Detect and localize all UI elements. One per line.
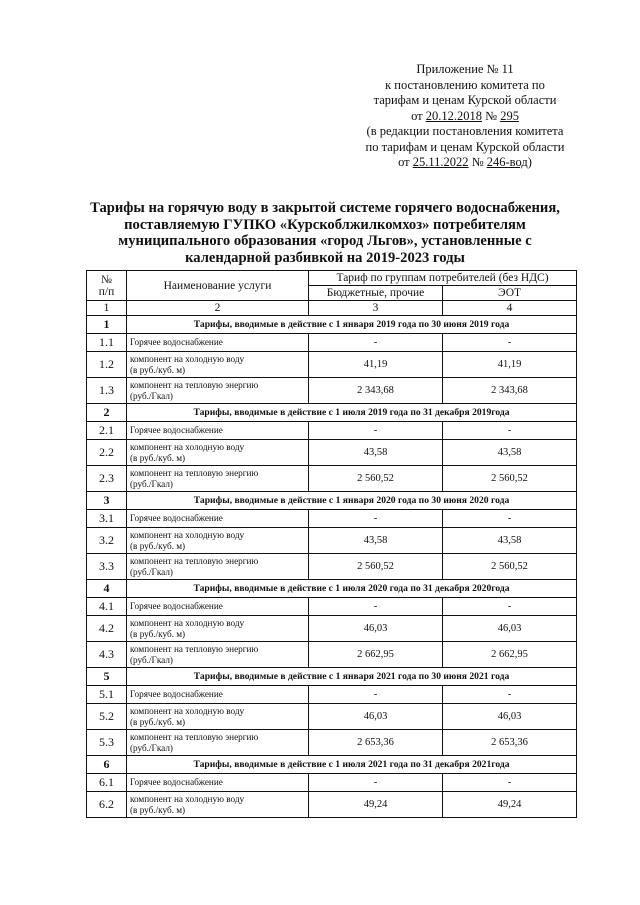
section-number: 3 [87, 492, 127, 510]
table-row [87, 616, 577, 642]
table-row [87, 422, 577, 440]
table-body [87, 316, 577, 818]
tariff-eot-value: - [443, 422, 577, 440]
appendix-header [330, 62, 600, 171]
tariff-eot-value: 46,03 [443, 616, 577, 642]
table-row [87, 440, 577, 466]
tariff-eot-value: - [443, 334, 577, 352]
table-header [87, 271, 577, 316]
service-line: компонент на тепловую энергию [130, 555, 259, 566]
service-name [127, 554, 309, 580]
column-numbers-row [87, 301, 577, 316]
amendment-date: 25.11.2022 [412, 155, 469, 169]
service-name [127, 528, 309, 554]
table-row [87, 686, 577, 704]
section-header-row [87, 492, 577, 510]
column-number: 4 [443, 301, 577, 316]
title-line: поставляемую ГУПКО «Курскоблжилкомхоз» потребителям [124, 216, 526, 233]
tariff-eot-value: 2 560,52 [443, 466, 577, 492]
col-header-number: № п/п [87, 271, 127, 301]
row-number: 4.2 [87, 616, 127, 642]
row-number: 1.1 [87, 334, 127, 352]
service-unit: (руб./Гкал) [130, 566, 173, 577]
section-number: 6 [87, 756, 127, 774]
table-row [87, 466, 577, 492]
section-number: 1 [87, 316, 127, 334]
tariff-budget-value: 49,24 [309, 792, 443, 818]
tariff-budget-value: 41,19 [309, 352, 443, 378]
number-prefix: № [468, 155, 487, 169]
service-unit: (руб./Гкал) [130, 742, 173, 753]
tariff-table [86, 270, 577, 818]
column-number: 3 [309, 301, 443, 316]
service-unit: (руб./Гкал) [130, 654, 173, 665]
section-title: Тарифы, вводимые в действие с 1 января 2020 года по 30 июня 2020 года [127, 492, 577, 510]
tariff-eot-value: 46,03 [443, 704, 577, 730]
service-name [127, 378, 309, 404]
tariff-eot-value: 49,24 [443, 792, 577, 818]
appendix-line: к постановлению комитета по [385, 77, 545, 92]
row-number: 1.3 [87, 378, 127, 404]
section-header-row [87, 404, 577, 422]
service-name [127, 704, 309, 730]
appendix-number: Приложение № 11 [416, 62, 514, 76]
service-line: компонент на холодную воду [130, 529, 245, 540]
table-row [87, 792, 577, 818]
tariff-eot-value: - [443, 774, 577, 792]
service-unit: (в руб./куб. м) [130, 716, 186, 727]
service-unit: (в руб./куб. м) [130, 452, 186, 463]
service-name [127, 422, 309, 440]
number-prefix: № [482, 108, 501, 123]
row-number: 6.2 [87, 792, 127, 818]
section-title: Тарифы, вводимые в действие с 1 января 2019 года по 30 июня 2019 года [127, 316, 577, 334]
section-title: Тарифы, вводимые в действие с 1 июля 2020 года по 31 декабря 2020года [127, 580, 577, 598]
service-name [127, 440, 309, 466]
service-name [127, 730, 309, 756]
tariff-eot-value: 2 560,52 [443, 554, 577, 580]
tariff-budget-value: 2 662,95 [309, 642, 443, 668]
tariff-budget-value: 46,03 [309, 704, 443, 730]
service-unit: (в руб./куб. м) [130, 804, 186, 815]
service-line: компонент на тепловую энергию [130, 467, 259, 478]
row-number: 3.1 [87, 510, 127, 528]
service-unit: (руб./Гкал) [130, 390, 173, 401]
row-number: 1.2 [87, 352, 127, 378]
col-header-eot: ЭОТ [443, 286, 577, 301]
service-line: компонент на тепловую энергию [130, 731, 259, 742]
row-number: 5.2 [87, 704, 127, 730]
service-line: компонент на холодную воду [130, 793, 245, 804]
tariff-budget-value: 46,03 [309, 616, 443, 642]
title-line: Тарифы на горячую воду в закрытой системе горячего водоснабжения, [90, 200, 560, 216]
table-row [87, 528, 577, 554]
service-name [127, 334, 309, 352]
section-number: 5 [87, 668, 127, 686]
service-name [127, 774, 309, 792]
appendix-line: (в редакции постановления комитета [366, 124, 564, 138]
table-row [87, 774, 577, 792]
table-row [87, 334, 577, 352]
tariff-eot-value: 2 343,68 [443, 378, 577, 404]
section-title: Тарифы, вводимые в действие с 1 января 2021 года по 30 июня 2021 года [127, 668, 577, 686]
section-title: Тарифы, вводимые в действие с 1 июля 2019 года по 31 декабря 2019года [127, 404, 577, 422]
col-header-service: Наименование услуги [127, 271, 309, 301]
appendix-line: по тарифам и ценам Курской области [365, 139, 565, 154]
table-row [87, 598, 577, 616]
tariff-budget-value: 43,58 [309, 440, 443, 466]
section-header-row [87, 668, 577, 686]
appendix-date-line [330, 109, 600, 125]
tariff-eot-value: 43,58 [443, 528, 577, 554]
title-line: календарной разбивкой на 2019-2023 годы [185, 249, 465, 266]
service-name [127, 352, 309, 378]
resolution-number: 295 [500, 108, 519, 123]
tariff-budget-value: - [309, 598, 443, 616]
service-line: Горячее водоснабжение [130, 337, 223, 347]
table-row [87, 730, 577, 756]
table-row [87, 352, 577, 378]
tariff-budget-value: 43,58 [309, 528, 443, 554]
row-number: 4.1 [87, 598, 127, 616]
service-unit: (в руб./куб. м) [130, 364, 186, 375]
service-line: Горячее водоснабжение [130, 689, 223, 699]
tariff-eot-value: - [443, 686, 577, 704]
table-row [87, 554, 577, 580]
row-number: 5.1 [87, 686, 127, 704]
row-number: 3.3 [87, 554, 127, 580]
service-line: Горячее водоснабжение [130, 425, 223, 435]
column-number: 2 [127, 301, 309, 316]
row-number: 2.1 [87, 422, 127, 440]
row-number: 6.1 [87, 774, 127, 792]
service-name [127, 466, 309, 492]
tariff-budget-value: 2 343,68 [309, 378, 443, 404]
column-number: 1 [87, 301, 127, 316]
service-line: компонент на холодную воду [130, 705, 245, 716]
resolution-date: 20.12.2018 [425, 108, 482, 123]
service-name [127, 686, 309, 704]
tariff-eot-value: - [443, 510, 577, 528]
tariff-eot-value: 43,58 [443, 440, 577, 466]
service-name [127, 598, 309, 616]
service-name [127, 510, 309, 528]
service-line: Горячее водоснабжение [130, 777, 223, 787]
tariff-budget-value: 2 653,36 [309, 730, 443, 756]
amendment-number: 246-вод [486, 155, 528, 169]
tariff-budget-value: - [309, 510, 443, 528]
section-header-row [87, 756, 577, 774]
tariff-eot-value: 2 662,95 [443, 642, 577, 668]
document-title [60, 200, 590, 266]
appendix-date-line [330, 155, 600, 171]
tariff-budget-value: - [309, 422, 443, 440]
col-header-tariff: Тариф по группам потребителей (без НДС) [309, 271, 577, 286]
tariff-budget-value: - [309, 334, 443, 352]
row-number: 2.2 [87, 440, 127, 466]
date-prefix: от [411, 108, 426, 123]
table-row [87, 642, 577, 668]
tariff-budget-value: - [309, 774, 443, 792]
service-unit: (руб./Гкал) [130, 478, 173, 489]
service-line: компонент на холодную воду [130, 353, 245, 364]
tariff-eot-value: 41,19 [443, 352, 577, 378]
table-row [87, 510, 577, 528]
service-unit: (в руб./куб. м) [130, 628, 186, 639]
service-line: Горячее водоснабжение [130, 601, 223, 611]
tariff-eot-value: 2 653,36 [443, 730, 577, 756]
service-line: компонент на тепловую энергию [130, 379, 259, 390]
service-line: компонент на холодную воду [130, 441, 245, 452]
service-line: компонент на холодную воду [130, 617, 245, 628]
number-suffix: ) [527, 155, 532, 169]
section-title: Тарифы, вводимые в действие с 1 июля 2021 года по 31 декабря 2021года [127, 756, 577, 774]
date-prefix: от [398, 155, 413, 169]
service-line: Горячее водоснабжение [130, 513, 223, 523]
table-row [87, 704, 577, 730]
service-unit: (в руб./куб. м) [130, 540, 186, 551]
service-name [127, 792, 309, 818]
section-number: 4 [87, 580, 127, 598]
section-header-row [87, 316, 577, 334]
row-number: 2.3 [87, 466, 127, 492]
service-line: компонент на тепловую энергию [130, 643, 259, 654]
tariff-eot-value: - [443, 598, 577, 616]
row-number: 4.3 [87, 642, 127, 668]
service-name [127, 642, 309, 668]
row-number: 3.2 [87, 528, 127, 554]
col-header-budget: Бюджетные, прочие [309, 286, 443, 301]
tariff-budget-value: 2 560,52 [309, 554, 443, 580]
tariff-budget-value: 2 560,52 [309, 466, 443, 492]
tariff-budget-value: - [309, 686, 443, 704]
table-row [87, 378, 577, 404]
section-number: 2 [87, 404, 127, 422]
row-number: 5.3 [87, 730, 127, 756]
service-name [127, 616, 309, 642]
section-header-row [87, 580, 577, 598]
title-line: муниципального образования «город Льгов», установленные с [118, 233, 532, 250]
appendix-line: тарифам и ценам Курской области [373, 93, 557, 107]
